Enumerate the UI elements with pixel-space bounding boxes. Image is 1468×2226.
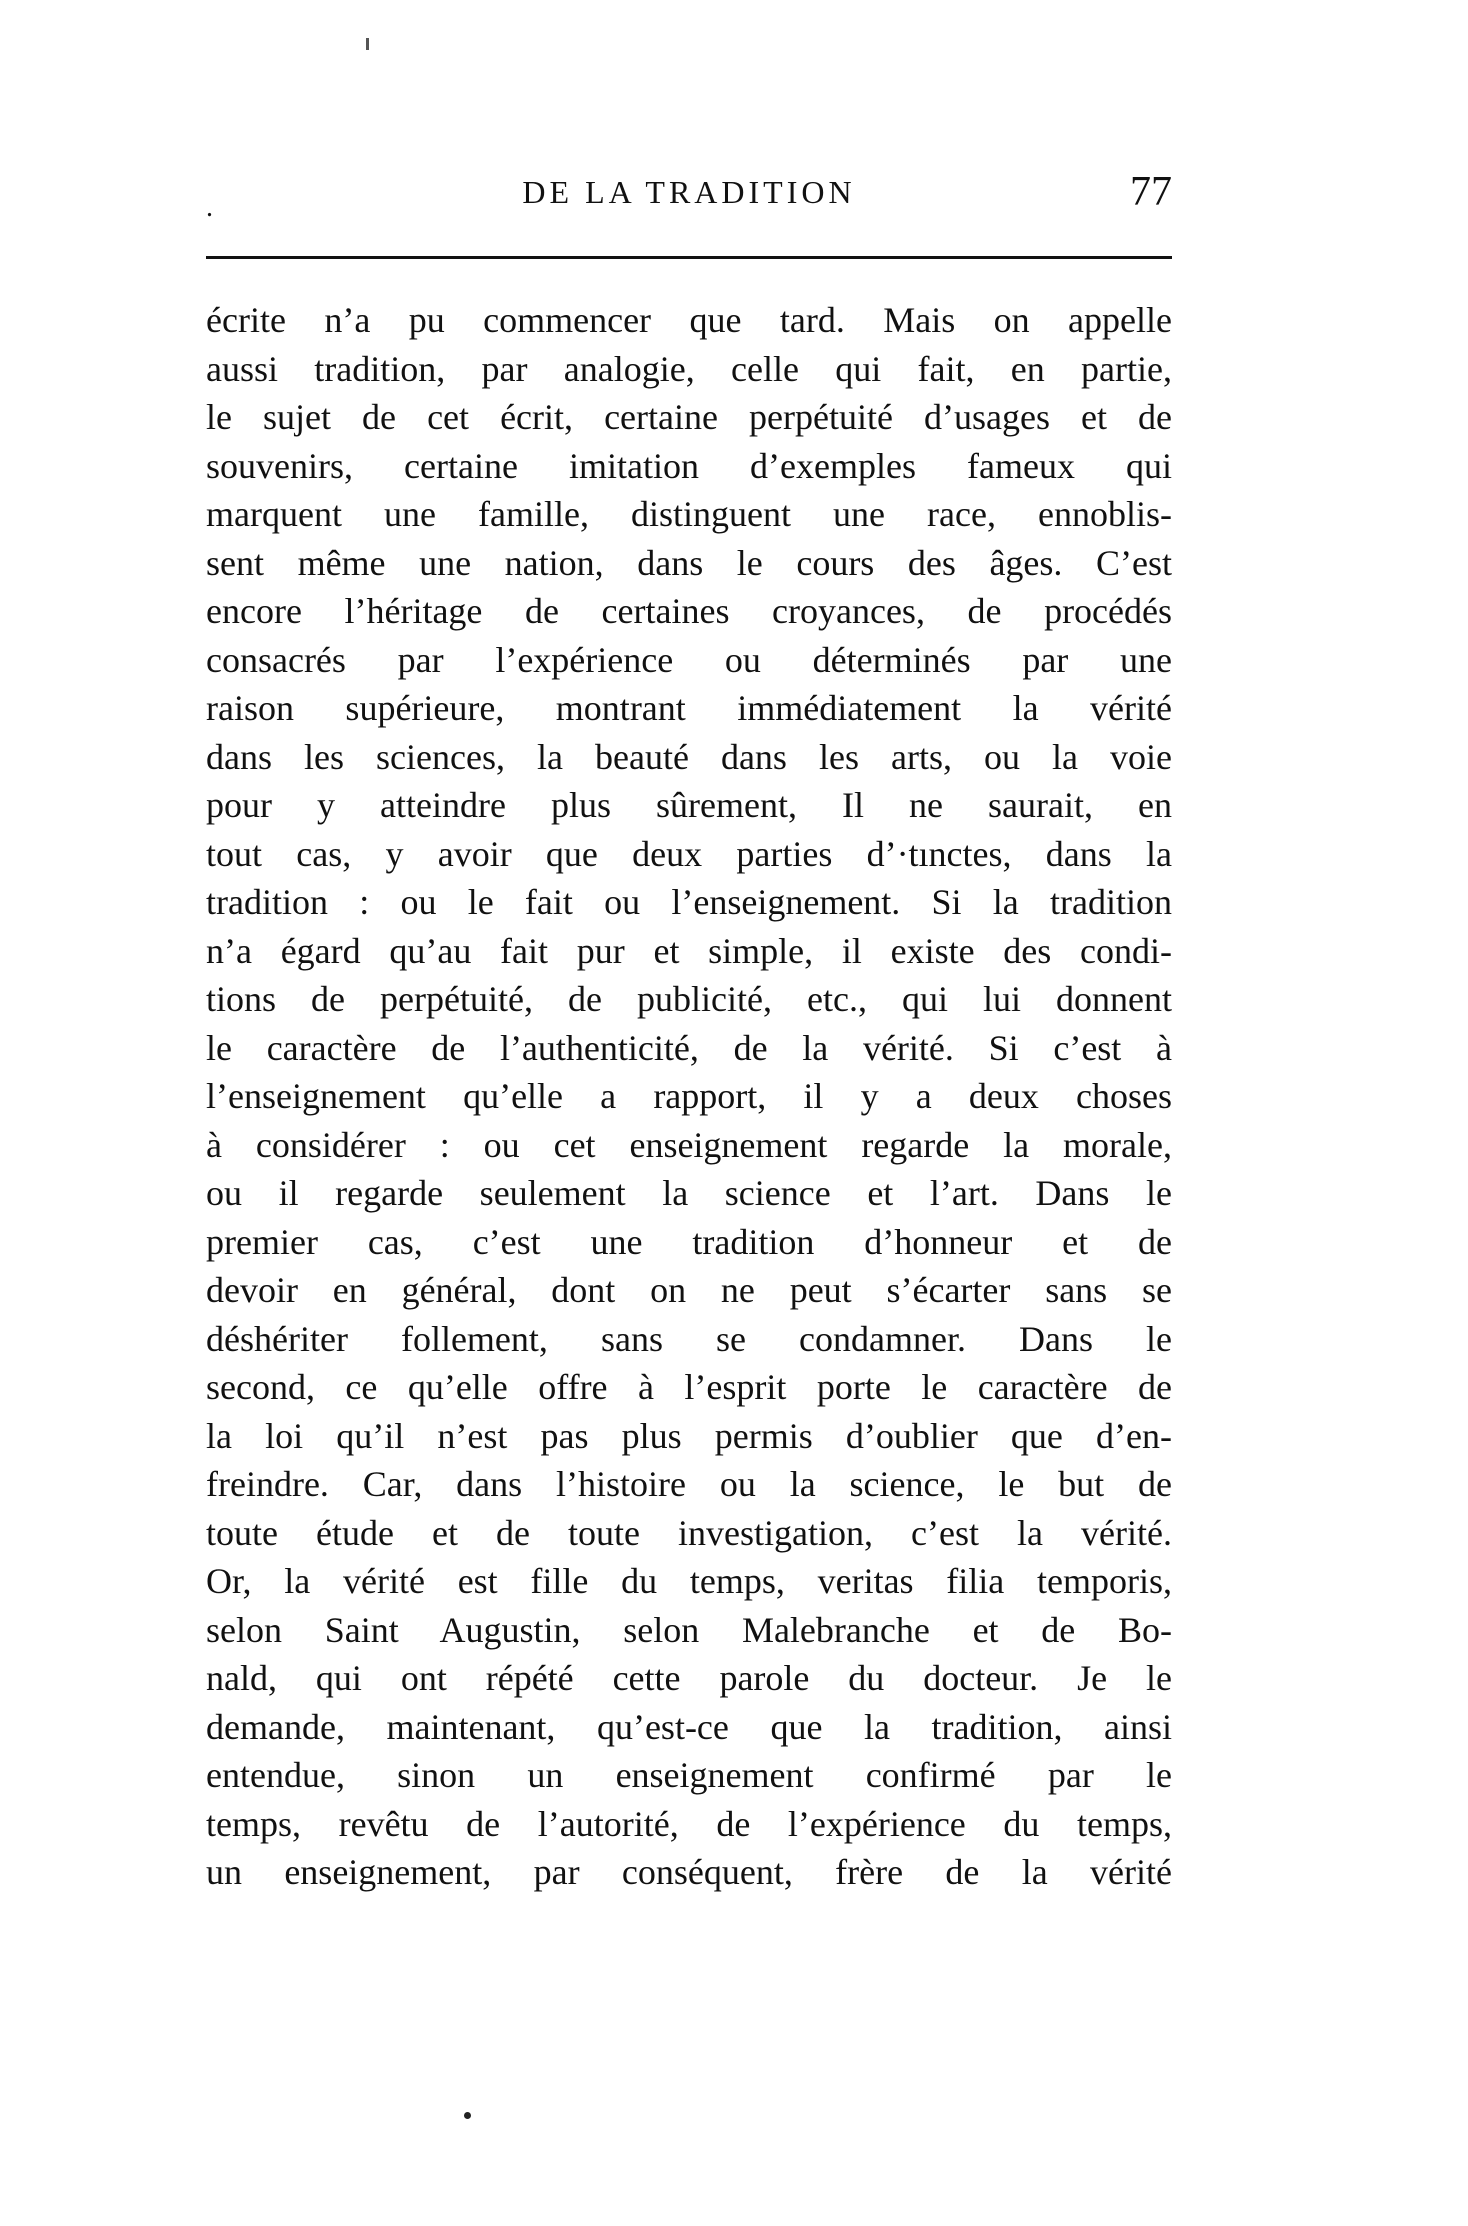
printing-speck: [366, 38, 369, 50]
text-line: sent même une nation, dans le cours des âges. C’est: [206, 542, 1172, 583]
text-line: demande, maintenant, qu’est-ce que la tradition, ainsi: [206, 1706, 1172, 1747]
text-line: devoir en général, dont on ne peut s’écarter sans se: [206, 1270, 1172, 1310]
text-line: encore l’héritage de certaines croyances, de procédés: [206, 591, 1172, 631]
text-line: dans les sciences, la beauté dans les arts, ou la voie: [206, 736, 1172, 777]
text-line: pour y atteindre plus sûrement, Il ne saurait, en: [206, 785, 1172, 825]
page-number: 77: [1130, 169, 1172, 215]
text-line: déshériter follement, sans se condamner. Dans le: [206, 1318, 1172, 1359]
text-line: tradition : ou le fait ou l’enseignement. Si la tradition: [206, 882, 1172, 922]
text-line: ou il regarde seulement la science et l’art. Dans le: [206, 1173, 1172, 1213]
text-line: entendue, sinon un enseignement confirmé par le: [206, 1755, 1172, 1795]
header-rule: [206, 256, 1172, 259]
text-line: tions de perpétuité, de publicité, etc., qui lui donnent: [206, 979, 1172, 1019]
text-line: écrite n’a pu commencer que tard. Mais on appelle: [206, 300, 1172, 340]
text-line: selon Saint Augustin, selon Malebranche et de Bo-: [206, 1609, 1172, 1650]
text-line: marquent une famille, distinguent une race, ennoblis-: [206, 494, 1172, 534]
text-line: Or, la vérité est fille du temps, veritas filia temporis,: [206, 1561, 1172, 1601]
text-line: un enseignement, par conséquent, frère de la vérité: [206, 1852, 1172, 1892]
text-line: aussi tradition, par analogie, celle qui fait, en partie,: [206, 348, 1172, 389]
text-line: l’enseignement qu’elle a rapport, il y a deux choses: [206, 1076, 1172, 1116]
text-line: souvenirs, certaine imitation d’exemples fameux qui: [206, 445, 1172, 486]
text-line: le caractère de l’authenticité, de la vérité. Si c’est à: [206, 1027, 1172, 1068]
text-line: raison supérieure, montrant immédiatement la vérité: [206, 688, 1172, 728]
text-line: tout cas, y avoir que deux parties d’·tınctes, dans la: [206, 833, 1172, 874]
running-title: DE LA TRADITION: [522, 174, 856, 210]
text-line: freindre. Car, dans l’histoire ou la science, le but de: [206, 1464, 1172, 1504]
page-header: [206, 168, 1172, 228]
text-line: n’a égard qu’au fait pur et simple, il existe des condi-: [206, 930, 1172, 971]
text-line: toute étude et de toute investigation, c’est la vérité.: [206, 1512, 1172, 1553]
body-text: [206, 296, 1172, 1897]
text-line: à considérer : ou cet enseignement regarde la morale,: [206, 1124, 1172, 1165]
text-line: le sujet de cet écrit, certaine perpétuité d’usages et de: [206, 397, 1172, 437]
text-line: premier cas, c’est une tradition d’honneur et de: [206, 1221, 1172, 1262]
text-line: consacrés par l’expérience ou déterminés par une: [206, 639, 1172, 680]
printing-speck: [464, 2112, 471, 2119]
text-line: nald, qui ont répété cette parole du docteur. Je le: [206, 1658, 1172, 1698]
text-line: la loi qu’il n’est pas plus permis d’oublier que d’en-: [206, 1415, 1172, 1456]
header-leading-mark: .: [206, 192, 213, 223]
text-line: second, ce qu’elle offre à l’esprit porte le caractère de: [206, 1367, 1172, 1407]
text-line: temps, revêtu de l’autorité, de l’expérience du temps,: [206, 1803, 1172, 1844]
